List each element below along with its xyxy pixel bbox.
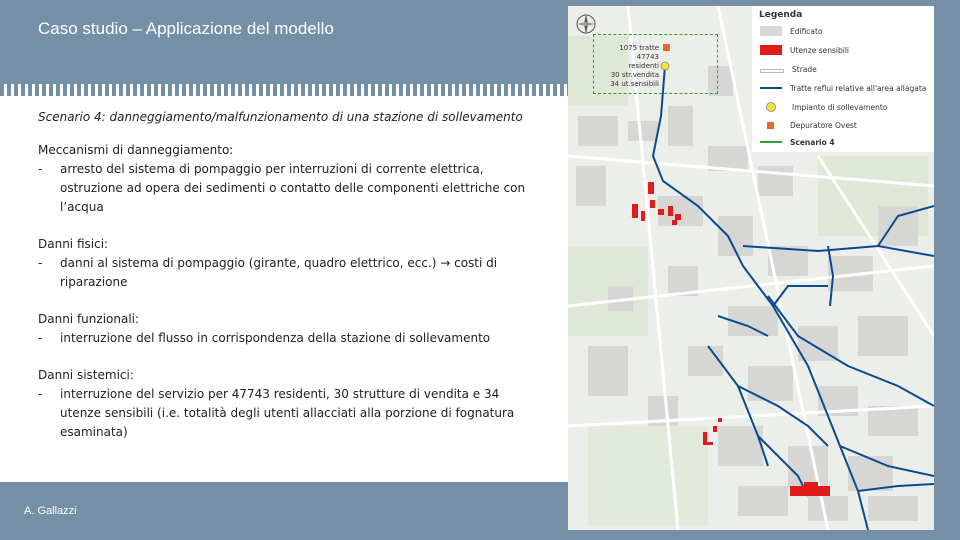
bullet-dash: - bbox=[38, 331, 43, 345]
sensitive-users-swatch bbox=[760, 45, 782, 55]
scenario-heading: Scenario 4: danneggiamento/malfunzionamento di una stazione di sollevamento bbox=[38, 110, 523, 124]
section-heading: Danni funzionali: bbox=[38, 312, 140, 326]
section-heading: Meccanismi di danneggiamento: bbox=[38, 143, 234, 157]
legend-item: Tratte reflui relative all'area allagata bbox=[760, 82, 926, 94]
footer-band bbox=[0, 482, 568, 540]
list-item bbox=[38, 160, 538, 217]
sewer-line-swatch bbox=[760, 87, 782, 89]
slide-body bbox=[38, 108, 538, 460]
legend-item: Depuratore Ovest bbox=[760, 119, 857, 131]
slide-title: Caso studio – Applicazione del modello bbox=[38, 19, 334, 38]
pump-station-icon bbox=[766, 102, 776, 112]
list-item bbox=[38, 385, 538, 442]
treatment-plant-icon bbox=[767, 122, 774, 129]
bullet-dash: - bbox=[38, 256, 43, 270]
bullet-dash: - bbox=[38, 387, 43, 401]
scenario-swatch bbox=[760, 141, 782, 143]
bullet-dash: - bbox=[38, 162, 43, 176]
legend-item: Impianto di sollevamento bbox=[760, 101, 887, 113]
legend-item: Strade bbox=[760, 63, 817, 75]
section-heading: Danni fisici: bbox=[38, 237, 109, 251]
list-item-text: interruzione del flusso in corrispondenza della stazione di sollevamento bbox=[60, 331, 491, 345]
section-damage-mechanisms bbox=[38, 141, 538, 217]
section-systemic-damage bbox=[38, 366, 538, 442]
section-heading: Danni sistemici: bbox=[38, 368, 134, 382]
section-functional-damage bbox=[38, 310, 538, 348]
legend-item: Edificato bbox=[760, 25, 823, 37]
author-label: A. Gallazzi bbox=[24, 505, 77, 517]
decorative-tick-strip bbox=[0, 84, 568, 96]
map-legend bbox=[752, 6, 934, 152]
list-item bbox=[38, 329, 538, 348]
legend-title: Legenda bbox=[759, 10, 803, 20]
legend-item: Scenario 4 bbox=[760, 136, 835, 148]
scenario-box-label: 1075 tratte 47743 residenti 30 str.vendita 34 ut.sensibili bbox=[610, 44, 659, 88]
section-physical-damage bbox=[38, 235, 538, 292]
list-item-text: arresto del sistema di pompaggio per interruzioni di corrente elettrica, ostruzione ad opera dei sedimenti o contatto delle componenti elettriche con l’acqua bbox=[60, 162, 526, 214]
north-arrow-icon bbox=[574, 12, 598, 36]
network-map bbox=[568, 6, 934, 530]
road-swatch bbox=[760, 69, 784, 73]
legend-item: Utenze sensibili bbox=[760, 44, 849, 56]
list-item bbox=[38, 254, 538, 292]
built-area-swatch bbox=[760, 26, 782, 36]
list-item-text: interruzione del servizio per 47743 residenti, 30 strutture di vendita e 34 utenze sensibili (i.e. totalità degli utenti allacciati alla porzione di fognatura esaminata) bbox=[60, 387, 515, 439]
green-area bbox=[588, 426, 708, 526]
list-item-text: danni al sistema di pompaggio (girante, quadro elettrico, ecc.) → costi di riparazione bbox=[60, 256, 498, 289]
